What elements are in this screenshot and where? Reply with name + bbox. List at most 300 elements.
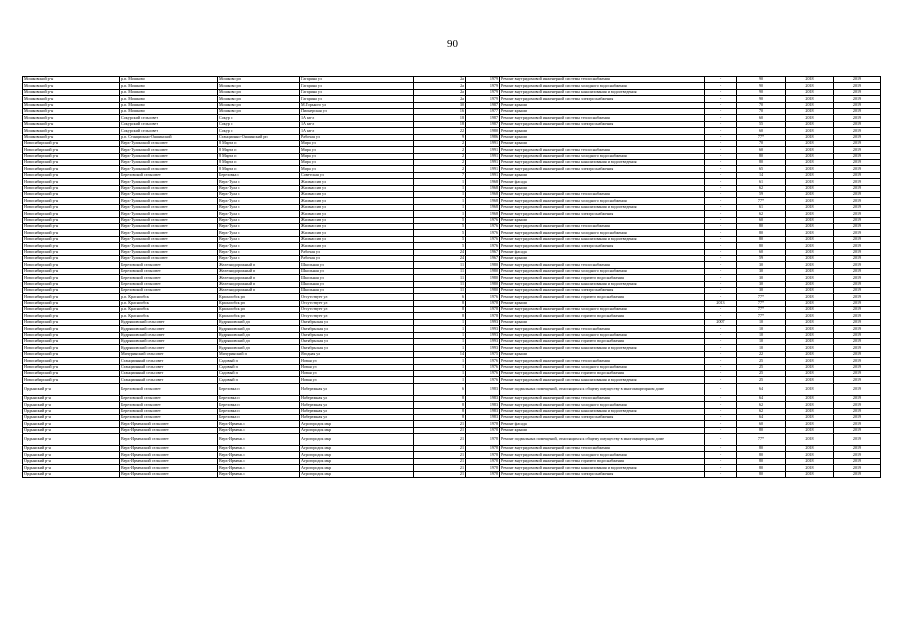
plan-end-year-cell: 2019 bbox=[834, 446, 881, 452]
work-type-cell: Ремонт внутридомовой инженерной системы горячего водоснабжения bbox=[500, 339, 705, 345]
municipality-cell: Станционный сельсовет bbox=[120, 377, 218, 383]
build-year-cell: 1980 bbox=[466, 281, 500, 287]
wear-percent-cell: 62 bbox=[737, 402, 786, 408]
plan-start-year-cell: 2018 bbox=[786, 204, 834, 210]
work-type-cell: Ремонт внутридомовой инженерной системы электроснабжения bbox=[500, 211, 705, 217]
municipality-cell: р.п. Краснообск bbox=[120, 300, 218, 306]
district-cell: Ордынский р-н bbox=[23, 465, 120, 471]
district-cell: Новосибирский р-н bbox=[23, 319, 120, 325]
street-cell: Жилмассив ул bbox=[300, 179, 414, 185]
district-cell: Новосибирский р-н bbox=[23, 243, 120, 249]
wear-percent-cell: 10 bbox=[737, 332, 786, 338]
plan-end-year-cell: 2019 bbox=[834, 166, 881, 172]
build-year-cell: 1991 bbox=[466, 140, 500, 146]
street-cell: Агрогородок мкр bbox=[300, 434, 414, 446]
district-cell: Новосибирский р-н bbox=[23, 236, 120, 242]
settlement-cell: Кудряшовский дп bbox=[218, 319, 300, 325]
build-year-cell: 1979 bbox=[466, 96, 500, 102]
build-year-cell: 1993 bbox=[466, 345, 500, 351]
work-type-cell: Ремонт внутридомовой инженерной системы холодного водоснабжения bbox=[500, 364, 705, 370]
last-repair-year-cell: - bbox=[705, 268, 737, 274]
last-repair-year-cell: - bbox=[705, 402, 737, 408]
build-year-cell: 1976 bbox=[466, 370, 500, 376]
street-cell: Октябрьская ул bbox=[300, 339, 414, 345]
district-cell: Новосибирский р-н bbox=[23, 332, 120, 338]
last-repair-year-cell: - bbox=[705, 211, 737, 217]
last-repair-year-cell: - bbox=[705, 223, 737, 229]
street-cell: Жилмассив ул bbox=[300, 192, 414, 198]
district-cell: Новосибирский р-н bbox=[23, 268, 120, 274]
municipality-cell: Верх-Тулинский сельсовет bbox=[120, 147, 218, 153]
district-cell: Новосибирский р-н bbox=[23, 147, 120, 153]
last-repair-year-cell: - bbox=[705, 249, 737, 255]
district-cell: Новосибирский р-н bbox=[23, 160, 120, 166]
build-year-cell: 1978 bbox=[466, 427, 500, 433]
plan-end-year-cell: 2019 bbox=[834, 339, 881, 345]
municipality-cell: Березовский сельсовет bbox=[120, 268, 218, 274]
wear-percent-cell: 10 bbox=[737, 319, 786, 325]
street-cell: Новая ул bbox=[300, 370, 414, 376]
plan-start-year-cell: 2018 bbox=[786, 83, 834, 89]
plan-start-year-cell: 2018 bbox=[786, 395, 834, 401]
municipality-cell: Верх-Тулинский сельсовет bbox=[120, 223, 218, 229]
municipality-cell: р.п. Краснообск bbox=[120, 294, 218, 300]
plan-start-year-cell: 2018 bbox=[786, 160, 834, 166]
plan-start-year-cell: 2018 bbox=[786, 268, 834, 274]
house-number-cell: 8 bbox=[414, 414, 466, 420]
house-number-cell: 1 bbox=[414, 364, 466, 370]
settlement-cell: Верх-Тула с bbox=[218, 236, 300, 242]
municipality-cell: Верх-Тулинский сельсовет bbox=[120, 153, 218, 159]
house-number-cell: 1 bbox=[414, 185, 466, 191]
settlement-cell: Верх-Ирмень с bbox=[218, 458, 300, 464]
house-number-cell: 18 bbox=[414, 115, 466, 121]
street-cell: Агрогородок мкр bbox=[300, 465, 414, 471]
plan-end-year-cell: 2019 bbox=[834, 427, 881, 433]
build-year-cell: 1978 bbox=[466, 465, 500, 471]
last-repair-year-cell: - bbox=[705, 147, 737, 153]
district-cell: Ордынский р-н bbox=[23, 471, 120, 477]
plan-start-year-cell: 2018 bbox=[786, 128, 834, 134]
last-repair-year-cell: - bbox=[705, 358, 737, 364]
plan-end-year-cell: 2019 bbox=[834, 294, 881, 300]
plan-start-year-cell: 2018 bbox=[786, 185, 834, 191]
wear-percent-cell: 25 bbox=[737, 358, 786, 364]
plan-end-year-cell: 2019 bbox=[834, 89, 881, 95]
plan-end-year-cell: 2019 bbox=[834, 326, 881, 332]
street-cell: Мира ул bbox=[300, 147, 414, 153]
street-cell: Рабочая ул bbox=[300, 249, 414, 255]
house-number-cell: 6 bbox=[414, 383, 466, 395]
work-type-cell: Ремонт внутридомовой инженерной системы горячего водоснабжения bbox=[500, 275, 705, 281]
plan-end-year-cell: 2019 bbox=[834, 383, 881, 395]
plan-end-year-cell: 2019 bbox=[834, 128, 881, 134]
plan-end-year-cell: 2019 bbox=[834, 147, 881, 153]
house-number-cell: 2 bbox=[414, 166, 466, 172]
wear-percent-cell: 80 bbox=[737, 452, 786, 458]
house-number-cell: 21 bbox=[414, 471, 466, 477]
plan-end-year-cell: 2019 bbox=[834, 408, 881, 414]
house-number-cell: 14 bbox=[414, 351, 466, 357]
house-number-cell: 1 bbox=[414, 358, 466, 364]
plan-end-year-cell: 2019 bbox=[834, 471, 881, 477]
municipality-cell: Верх-Тулинский сельсовет bbox=[120, 198, 218, 204]
build-year-cell: 1976 bbox=[466, 236, 500, 242]
municipality-cell: р.п. Мошково bbox=[120, 83, 218, 89]
plan-start-year-cell: 2018 bbox=[786, 147, 834, 153]
street-cell: Октябрьская ул bbox=[300, 319, 414, 325]
build-year-cell: 1976 bbox=[466, 294, 500, 300]
settlement-cell: Верх-Тула с bbox=[218, 211, 300, 217]
last-repair-year-cell: - bbox=[705, 166, 737, 172]
build-year-cell: 1976 bbox=[466, 358, 500, 364]
district-cell: Новосибирский р-н bbox=[23, 166, 120, 172]
district-cell: Новосибирский р-н bbox=[23, 185, 120, 191]
settlement-cell: 8 Марта п bbox=[218, 153, 300, 159]
plan-end-year-cell: 2019 bbox=[834, 300, 881, 306]
plan-end-year-cell: 2019 bbox=[834, 185, 881, 191]
plan-start-year-cell: 2018 bbox=[786, 370, 834, 376]
last-repair-year-cell: - bbox=[705, 179, 737, 185]
wear-percent-cell: 77* bbox=[737, 313, 786, 319]
district-cell: Новосибирский р-н bbox=[23, 275, 120, 281]
plan-start-year-cell: 2018 bbox=[786, 465, 834, 471]
municipality-cell: Верх-Тулинский сельсовет bbox=[120, 211, 218, 217]
wear-percent-cell: 80 bbox=[737, 243, 786, 249]
municipality-cell: Верх-Ирменский сельсовет bbox=[120, 458, 218, 464]
build-year-cell: 1980 bbox=[466, 275, 500, 281]
district-cell: Ордынский р-н bbox=[23, 402, 120, 408]
work-type-cell: Ремонт крыши bbox=[500, 319, 705, 325]
plan-end-year-cell: 2019 bbox=[834, 275, 881, 281]
plan-start-year-cell: 2018 bbox=[786, 421, 834, 427]
plan-start-year-cell: 2018 bbox=[786, 249, 834, 255]
house-number-cell: 5 bbox=[414, 223, 466, 229]
work-type-cell: Ремонт внутридомовой инженерной системы электроснабжения bbox=[500, 96, 705, 102]
table-row bbox=[23, 383, 881, 395]
plan-end-year-cell: 2019 bbox=[834, 179, 881, 185]
settlement-cell: Верх-Тула с bbox=[218, 179, 300, 185]
plan-start-year-cell: 2018 bbox=[786, 140, 834, 146]
municipality-cell: Березовский сельсовет bbox=[120, 414, 218, 420]
work-type-cell: Ремонт внутридомовой инженерной системы электроснабжения bbox=[500, 121, 705, 127]
settlement-cell: Верх-Ирмень с bbox=[218, 471, 300, 477]
street-cell: Агрогородок мкр bbox=[300, 452, 414, 458]
house-number-cell: 2 bbox=[414, 147, 466, 153]
build-year-cell: 1993 bbox=[466, 326, 500, 332]
settlement-cell: Верх-Тула с bbox=[218, 249, 300, 255]
house-number-cell: 2а bbox=[414, 77, 466, 83]
wear-percent-cell: 70 bbox=[737, 108, 786, 114]
municipality-cell: Верх-Тулинский сельсовет bbox=[120, 192, 218, 198]
plan-end-year-cell: 2019 bbox=[834, 358, 881, 364]
municipality-cell: р.п. Станционно-Ояшинский bbox=[120, 134, 218, 140]
settlement-cell: Кудряшовский дп bbox=[218, 332, 300, 338]
wear-percent-cell: 30 bbox=[737, 268, 786, 274]
plan-end-year-cell: 2019 bbox=[834, 217, 881, 223]
work-type-cell: Ремонт внутридомовой инженерной системы холодного водоснабжения bbox=[500, 332, 705, 338]
last-repair-year-cell: 2013 bbox=[705, 300, 737, 306]
work-type-cell: Ремонт крыши bbox=[500, 128, 705, 134]
house-number-cell: 21 bbox=[414, 452, 466, 458]
last-repair-year-cell: - bbox=[705, 465, 737, 471]
wear-percent-cell: 80 bbox=[737, 471, 786, 477]
wear-percent-cell: 25 bbox=[737, 370, 786, 376]
house-number-cell: 5 bbox=[414, 243, 466, 249]
settlement-cell: Сокур с bbox=[218, 128, 300, 134]
municipality-cell: р.п. Мошково bbox=[120, 89, 218, 95]
municipality-cell: Березовский сельсовет bbox=[120, 402, 218, 408]
settlement-cell: Березовка с bbox=[218, 172, 300, 178]
last-repair-year-cell: - bbox=[705, 307, 737, 313]
settlement-cell: Кудряшовский дп bbox=[218, 339, 300, 345]
last-repair-year-cell: - bbox=[705, 332, 737, 338]
work-type-cell: Ремонт внутридомовой инженерной системы канализования и водоотведения bbox=[500, 204, 705, 210]
municipality-cell: Верх-Тулинский сельсовет bbox=[120, 204, 218, 210]
district-cell: Новосибирский р-н bbox=[23, 255, 120, 261]
municipality-cell: р.п. Мошково bbox=[120, 102, 218, 108]
street-cell: Октябрьская ул bbox=[300, 326, 414, 332]
street-cell: Отсутствует ул bbox=[300, 307, 414, 313]
house-number-cell: 2а bbox=[414, 83, 466, 89]
last-repair-year-cell: - bbox=[705, 339, 737, 345]
wear-percent-cell: 61 bbox=[737, 204, 786, 210]
district-cell: Новосибирский р-н bbox=[23, 294, 120, 300]
work-type-cell: Ремонт крыши bbox=[500, 300, 705, 306]
plan-start-year-cell: 2018 bbox=[786, 471, 834, 477]
plan-start-year-cell: 2018 bbox=[786, 115, 834, 121]
street-cell: Жилмассив ул bbox=[300, 230, 414, 236]
settlement-cell: Кудряшовский дп bbox=[218, 345, 300, 351]
plan-start-year-cell: 2018 bbox=[786, 211, 834, 217]
district-cell: Новосибирский р-н bbox=[23, 179, 120, 185]
wear-percent-cell: 80 bbox=[737, 446, 786, 452]
house-number-cell: 16 bbox=[414, 108, 466, 114]
build-year-cell: 1983 bbox=[466, 395, 500, 401]
district-cell: Ордынский р-н bbox=[23, 434, 120, 446]
last-repair-year-cell: - bbox=[705, 96, 737, 102]
work-type-cell: Ремонт внутридомовой инженерной системы канализования и водоотведения bbox=[500, 408, 705, 414]
wear-percent-cell: 80 bbox=[737, 458, 786, 464]
settlement-cell: Мошково рп bbox=[218, 83, 300, 89]
work-type-cell: Ремонт внутридомовой инженерной системы горячего водоснабжения bbox=[500, 294, 705, 300]
wear-percent-cell: 62 bbox=[737, 211, 786, 217]
district-cell: Ордынский р-н bbox=[23, 458, 120, 464]
municipality-cell: р.п. Мошково bbox=[120, 96, 218, 102]
district-cell: Ордынский р-н bbox=[23, 395, 120, 401]
work-type-cell: Ремонт внутридомовой инженерной системы холодного водоснабжения bbox=[500, 83, 705, 89]
plan-end-year-cell: 2019 bbox=[834, 198, 881, 204]
house-number-cell: 2 bbox=[414, 160, 466, 166]
house-number-cell: 21 bbox=[414, 427, 466, 433]
plan-end-year-cell: 2019 bbox=[834, 77, 881, 83]
last-repair-year-cell: - bbox=[705, 83, 737, 89]
municipality-cell: Сокурский сельсовет bbox=[120, 128, 218, 134]
district-cell: Новосибирский р-н bbox=[23, 287, 120, 293]
settlement-cell: Сокур с bbox=[218, 115, 300, 121]
house-number-cell: 7 bbox=[414, 172, 466, 178]
street-cell: Школьная ул bbox=[300, 262, 414, 268]
plan-end-year-cell: 2019 bbox=[834, 351, 881, 357]
street-cell: Рабочая ул bbox=[300, 255, 414, 261]
plan-end-year-cell: 2019 bbox=[834, 319, 881, 325]
plan-start-year-cell: 2018 bbox=[786, 96, 834, 102]
district-cell: Новосибирский р-н bbox=[23, 358, 120, 364]
plan-end-year-cell: 2019 bbox=[834, 307, 881, 313]
house-number-cell: 6 bbox=[414, 294, 466, 300]
plan-end-year-cell: 2019 bbox=[834, 204, 881, 210]
work-type-cell: Ремонт внутридомовой инженерной системы теплоснабжения bbox=[500, 192, 705, 198]
plan-start-year-cell: 2018 bbox=[786, 172, 834, 178]
house-number-cell: 18 bbox=[414, 121, 466, 127]
work-type-cell: Ремонт внутридомовой инженерной системы холодного водоснабжения bbox=[500, 198, 705, 204]
build-year-cell: 1967 bbox=[466, 255, 500, 261]
house-number-cell: 2а bbox=[414, 96, 466, 102]
plan-start-year-cell: 2018 bbox=[786, 402, 834, 408]
municipality-cell: Березовский сельсовет bbox=[120, 172, 218, 178]
settlement-cell: 8 Марта п bbox=[218, 147, 300, 153]
last-repair-year-cell: - bbox=[705, 121, 737, 127]
settlement-cell: Садовый п bbox=[218, 370, 300, 376]
build-year-cell: 1987 bbox=[466, 121, 500, 127]
plan-end-year-cell: 2019 bbox=[834, 172, 881, 178]
street-cell: Школьная ул bbox=[300, 281, 414, 287]
plan-end-year-cell: 2019 bbox=[834, 287, 881, 293]
plan-start-year-cell: 2018 bbox=[786, 102, 834, 108]
build-year-cell: 1968 bbox=[466, 204, 500, 210]
house-number-cell: 24 bbox=[414, 249, 466, 255]
plan-start-year-cell: 2018 bbox=[786, 446, 834, 452]
plan-start-year-cell: 2018 bbox=[786, 166, 834, 172]
district-cell: Новосибирский р-н bbox=[23, 140, 120, 146]
settlement-cell: Мошково рп bbox=[218, 89, 300, 95]
last-repair-year-cell: - bbox=[705, 204, 737, 210]
settlement-cell: Верх-Тула с bbox=[218, 255, 300, 261]
street-cell: Новая ул bbox=[300, 364, 414, 370]
municipality-cell: Сокурский сельсовет bbox=[120, 121, 218, 127]
municipality-cell: Кудряшовский сельсовет bbox=[120, 319, 218, 325]
plan-start-year-cell: 2018 bbox=[786, 383, 834, 395]
build-year-cell: 1993 bbox=[466, 319, 500, 325]
build-year-cell: 1978 bbox=[466, 471, 500, 477]
plan-start-year-cell: 2018 bbox=[786, 198, 834, 204]
plan-end-year-cell: 2019 bbox=[834, 434, 881, 446]
settlement-cell: Верх-Ирмень с bbox=[218, 446, 300, 452]
plan-start-year-cell: 2018 bbox=[786, 408, 834, 414]
settlement-cell: Мошково рп bbox=[218, 96, 300, 102]
house-number-cell: 21 bbox=[414, 446, 466, 452]
last-repair-year-cell: - bbox=[705, 262, 737, 268]
district-cell: Мошковский р-н bbox=[23, 121, 120, 127]
street-cell: Мира ул bbox=[300, 153, 414, 159]
municipality-cell: Станционный сельсовет bbox=[120, 364, 218, 370]
build-year-cell: 1978 bbox=[466, 458, 500, 464]
wear-percent-cell: 30 bbox=[737, 262, 786, 268]
plan-start-year-cell: 2018 bbox=[786, 458, 834, 464]
last-repair-year-cell: - bbox=[705, 134, 737, 140]
plan-end-year-cell: 2019 bbox=[834, 243, 881, 249]
wear-percent-cell: 77* bbox=[737, 134, 786, 140]
last-repair-year-cell: - bbox=[705, 128, 737, 134]
wear-percent-cell: 64 bbox=[737, 383, 786, 395]
plan-start-year-cell: 2018 bbox=[786, 275, 834, 281]
municipality-cell: Мичуринский сельсовет bbox=[120, 351, 218, 357]
street-cell: Агрогородок мкр bbox=[300, 471, 414, 477]
build-year-cell: 1968 bbox=[466, 185, 500, 191]
settlement-cell: Краснообск рп bbox=[218, 300, 300, 306]
work-type-cell: Ремонт внутридомовой инженерной системы канализования и водоотведения bbox=[500, 465, 705, 471]
house-number-cell: 11 bbox=[414, 287, 466, 293]
settlement-cell: Станционно-Ояшинский рп bbox=[218, 134, 300, 140]
district-cell: Новосибирский р-н bbox=[23, 345, 120, 351]
settlement-cell: Мичуринский п bbox=[218, 351, 300, 357]
municipality-cell: Верх-Ирменский сельсовет bbox=[120, 421, 218, 427]
house-number-cell: 8 bbox=[414, 300, 466, 306]
work-type-cell: Ремонт крыши bbox=[500, 185, 705, 191]
wear-percent-cell: 77* bbox=[737, 307, 786, 313]
last-repair-year-cell: - bbox=[705, 395, 737, 401]
settlement-cell: Мошково рп bbox=[218, 102, 300, 108]
work-type-cell: Ремонт внутридомовой инженерной системы теплоснабжения bbox=[500, 395, 705, 401]
street-cell: 1А кв-л bbox=[300, 128, 414, 134]
wear-percent-cell: 30 bbox=[737, 287, 786, 293]
street-cell: Жилмассив ул bbox=[300, 185, 414, 191]
work-type-cell: Ремонт внутридомовой инженерной системы теплоснабжения bbox=[500, 147, 705, 153]
settlement-cell: Березовка п bbox=[218, 402, 300, 408]
build-year-cell: 1979 bbox=[466, 77, 500, 83]
settlement-cell: Железнодорожный п bbox=[218, 275, 300, 281]
plan-start-year-cell: 2018 bbox=[786, 414, 834, 420]
street-cell: Мира ул bbox=[300, 160, 414, 166]
municipality-cell: Верх-Ирменский сельсовет bbox=[120, 427, 218, 433]
work-type-cell: Ремонт внутридомовой инженерной системы теплоснабжения bbox=[500, 446, 705, 452]
wear-percent-cell: 80 bbox=[737, 236, 786, 242]
build-year-cell: 1977 bbox=[466, 108, 500, 114]
wear-percent-cell: 60 bbox=[737, 115, 786, 121]
house-number-cell: 11 bbox=[414, 268, 466, 274]
plan-start-year-cell: 2018 bbox=[786, 77, 834, 83]
settlement-cell: Березовка п bbox=[218, 383, 300, 395]
street-cell: Жилмассив ул bbox=[300, 236, 414, 242]
build-year-cell: 1987 bbox=[466, 102, 500, 108]
table-body bbox=[23, 77, 881, 478]
plan-start-year-cell: 2018 bbox=[786, 134, 834, 140]
district-cell: Новосибирский р-н bbox=[23, 172, 120, 178]
last-repair-year-cell: - bbox=[705, 160, 737, 166]
municipality-cell: Верх-Тулинский сельсовет bbox=[120, 185, 218, 191]
district-cell: Новосибирский р-н bbox=[23, 198, 120, 204]
street-cell: 1А кв-л bbox=[300, 115, 414, 121]
district-cell: Новосибирский р-н bbox=[23, 217, 120, 223]
district-cell: Новосибирский р-н bbox=[23, 230, 120, 236]
plan-end-year-cell: 2019 bbox=[834, 402, 881, 408]
build-year-cell: 1993 bbox=[466, 339, 500, 345]
street-cell: Агрогородок мкр bbox=[300, 427, 414, 433]
wear-percent-cell: 60 bbox=[737, 128, 786, 134]
house-number-cell: 21 bbox=[414, 458, 466, 464]
street-cell: Мира ул bbox=[300, 140, 414, 146]
wear-percent-cell: 90 bbox=[737, 83, 786, 89]
district-cell: Ордынский р-н bbox=[23, 383, 120, 395]
build-year-cell: 1980 bbox=[466, 287, 500, 293]
last-repair-year-cell: - bbox=[705, 172, 737, 178]
last-repair-year-cell: - bbox=[705, 115, 737, 121]
house-number-cell: 1 bbox=[414, 179, 466, 185]
work-type-cell: Ремонт внутридомовой инженерной системы электроснабжения bbox=[500, 287, 705, 293]
build-year-cell: 1968 bbox=[466, 198, 500, 204]
municipality-cell: Верх-Ирменский сельсовет bbox=[120, 452, 218, 458]
wear-percent-cell: 80 bbox=[737, 230, 786, 236]
